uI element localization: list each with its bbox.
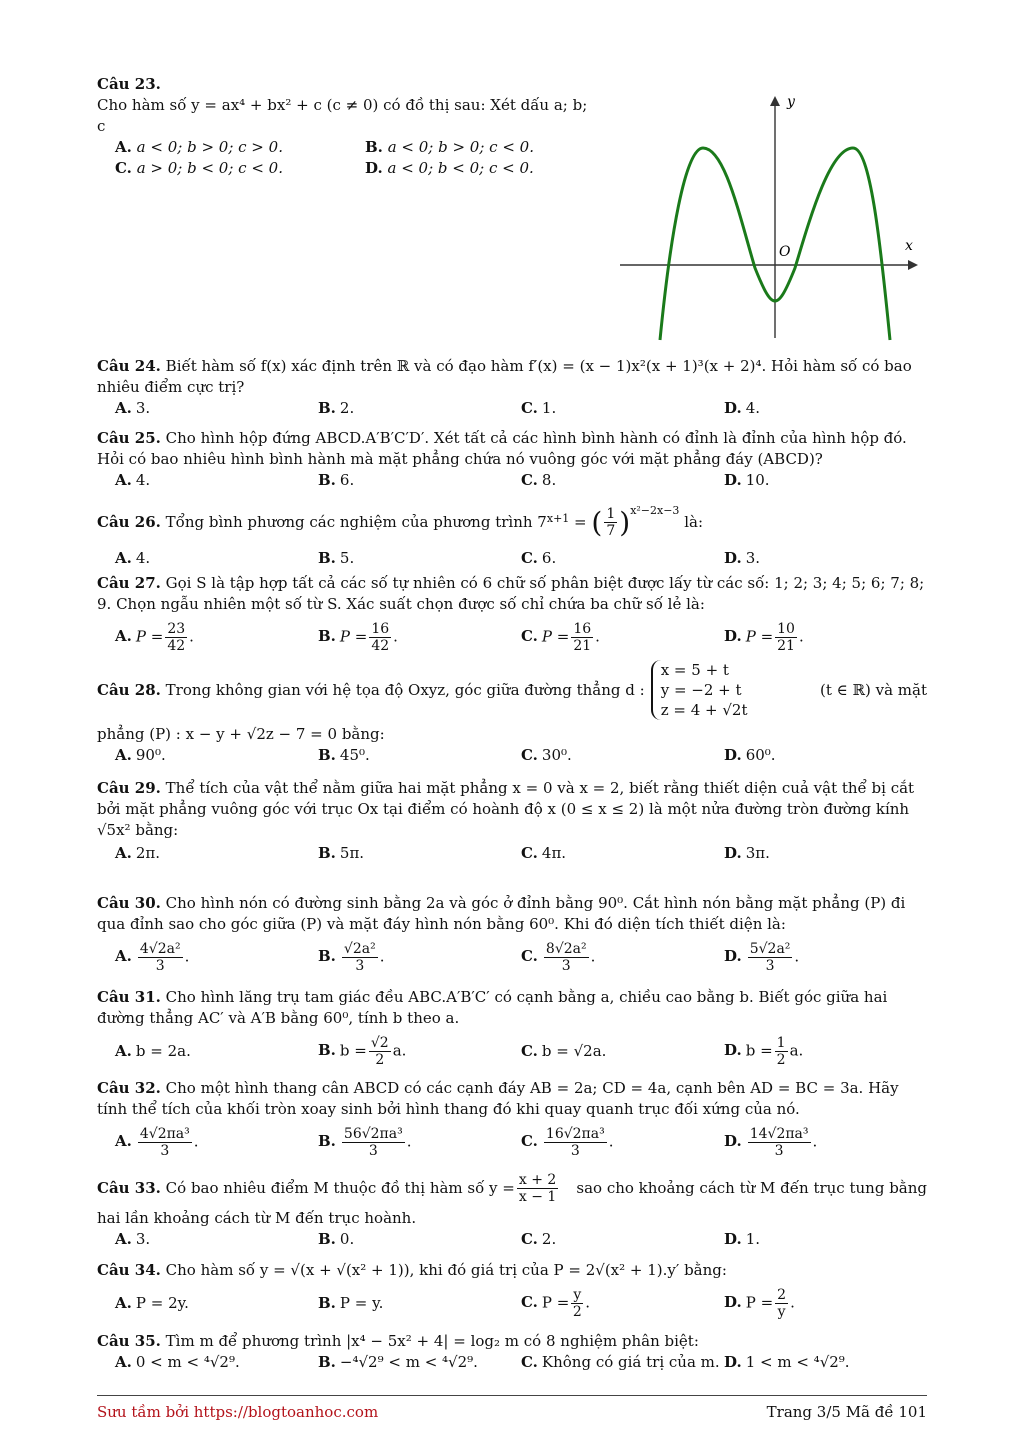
option-d-denominator: 3 [774,1142,784,1159]
option-c-label: C. [521,947,538,965]
question-stem-mid: (t ∈ ℝ) và mặt [820,680,927,699]
option-b-numerator: √2a² [343,940,376,957]
question-23 [97,74,597,179]
option-b-label: B. [365,138,383,156]
option-b-suffix: a. [392,1041,407,1059]
equation-system [651,660,748,720]
option-c-label: C. [521,1353,538,1371]
question-26: Câu 26. Tổng bình phương các nghiệm của phương trình 7 $^{x+1}$ = ( $\frac{1}{7}$ ) $^{x^2-2x-3}$ là: A. 4. B. 5. C. 6. D. 3. [97,500,927,569]
option-d: 1. [745,1230,761,1248]
option-b: 5. [339,549,355,567]
option-c-denominator: 21 [573,637,592,654]
question-stem-post: phẳng (P) : x − y + √2z − 7 = 0 bằng: [97,725,385,743]
question-27: Câu 27. Gọi S là tập hợp tất cả các số tự nhiên có 6 chữ số phân biệt được lấy từ các số: 1; 2; 3; 4; 5; 6; 7; 8; 9. Chọn ngẫu nhiên một số từ S. Xác suất chọn được số chỉ chứa ba chữ số lẻ là: A. P = $\frac{23}{42}$ . B. P = $\frac{16}{42}$ . C. P = $\frac{16}{21}$ . D. P = $\frac{10}{21}$ . [97,574,925,654]
option-b-prefix: P = [339,627,368,645]
option-c-label: C. [521,1293,538,1311]
option-c-label: C. [521,844,538,862]
option-b-label: B. [318,1353,336,1371]
option-c-denominator: 3 [561,957,571,974]
origin-label: O [779,244,791,260]
option-d-label: D. [724,947,742,965]
option-b-label: B. [318,947,336,965]
question-stem: Cho hàm số y = √(x + √(x² + 1)), khi đó giá trị của P = 2√(x² + 1).y′ bằng: [165,1261,727,1279]
option-a-numerator: 4√2πa³ [139,1125,190,1142]
option-a-label: A. [115,138,132,156]
option-b: P = y. [339,1293,384,1312]
question-stem: Tìm m để phương trình |x⁴ − 5x² + 4| = log₂ m có 8 nghiệm phân biệt: [165,1332,699,1350]
option-d-prefix: P = [745,627,774,645]
option-b: a < 0; b > 0; c < 0. [387,138,534,156]
option-c: 30⁰. [541,746,572,764]
option-c: 1. [541,399,557,417]
option-a: a < 0; b > 0; c > 0. [136,138,283,156]
equation-x: x = 5 + t [660,661,729,679]
option-c-numerator: y [573,1286,582,1303]
question-stem: Thể tích của vật thể nằm giữa hai mặt phẳng x = 0 và x = 2, biết rằng thiết diện cuả vật thể bị cắt bởi mặt phẳng vuông góc với trục Ox tại điểm có hoành độ x (0 ≤ x ≤ 2) là một nửa đường tròn đường kính √5x² bằng: [97,779,915,839]
option-a-label: A. [115,1353,132,1371]
option-c-numerator: 8√2a² [545,940,587,957]
option-b: 45⁰. [339,746,370,764]
option-c-denominator: 3 [570,1142,580,1159]
option-c: a > 0; b < 0; c < 0. [136,159,283,177]
option-a-label: A. [115,627,132,645]
option-a: 3. [135,399,151,417]
option-c-label: C. [521,746,538,764]
question-25 [97,428,927,491]
fraction-numerator: 1 [606,505,616,522]
question-stem: Cho hình lăng trụ tam giác đều ABC.A′B′C′ có cạnh bằng a, chiều cao bằng b. Biết góc giữa hai đường thẳng AC′ và A′B bằng 60⁰, tính b theo a. [97,988,888,1027]
option-d: a < 0; b < 0; c < 0. [387,159,534,177]
option-d-label: D. [724,399,742,417]
page-footer [97,1395,927,1423]
option-c-label: C. [115,159,132,177]
option-b-label: B. [318,1132,336,1150]
option-d-denominator: 3 [765,957,775,974]
option-b-label: B. [318,1041,336,1059]
option-b-label: B. [318,844,336,862]
option-a-denominator: 3 [155,957,165,974]
option-d-numerator: 10 [777,620,795,637]
option-b-label: B. [318,746,336,764]
option-a-label: A. [115,1041,132,1060]
question-number: Câu 31. [97,988,161,1006]
question-stem-pre: Trong không gian với hệ tọa độ Oxyz, góc giữa đường thẳng d : [165,680,645,699]
question-stem: Cho hàm số y = ax⁴ + bx² + c (c ≠ 0) có đồ thị sau: Xét dấu a; b; c [97,96,588,135]
fraction-denominator: 7 [606,522,616,539]
option-c-prefix: P = [541,627,570,645]
question-stem-pre: Tổng bình phương các nghiệm của phương trình 7 [165,512,547,531]
option-d: 1 < m < ⁴√2⁹. [745,1353,850,1371]
question-28 [97,660,927,766]
fraction-numerator: x + 2 [518,1171,557,1188]
option-a: 0 < m < ⁴√2⁹. [135,1353,240,1371]
option-a: P = 2y. [135,1293,189,1312]
question-number: Câu 35. [97,1332,161,1350]
option-d-prefix: P = [745,1293,774,1311]
question-stem: Cho một hình thang cân ABCD có các cạnh đáy AB = 2a; CD = 4a, cạnh bên AD = BC = 3a. Hãy tính thể tích của khối tròn xoay sinh bởi hình thang đó khi quay quanh trục đối xứng của nó. [97,1079,899,1118]
option-a-label: A. [115,947,132,965]
option-a: 90⁰. [135,746,166,764]
option-d: 10. [745,471,770,489]
option-b-numerator: √2 [370,1034,389,1051]
option-b-denominator: 2 [375,1051,385,1068]
question-number: Câu 25. [97,429,161,447]
equals-sign: = [569,512,592,531]
option-a: 2π. [135,844,161,862]
option-b: 6. [339,471,355,489]
option-d-label: D. [365,159,383,177]
option-b: −⁴√2⁹ < m < ⁴√2⁹. [339,1353,478,1371]
y-axis-label: y [787,94,795,110]
question-number: Câu 27. [97,574,161,592]
option-d-label: D. [724,1230,742,1248]
question-number: Câu 24. [97,357,161,375]
option-b: 2. [339,399,355,417]
question-32: Câu 32. Cho một hình thang cân ABCD có các cạnh đáy AB = 2a; CD = 4a, cạnh bên AD = BC = 3a. Hãy tính thể tích của khối tròn xoay sinh bởi hình thang đó khi quay quanh trục đối xứng của nó. A. $\frac{\text{4√2πa³}}{3}$ . B. $\frac{\text{56√2πa³}}{3}$ . C. $\frac{\text{16√2πa³}}{3}$ . D. $\frac{\text{14√2πa³}}{3}$ . [97,1079,899,1159]
option-c: 8. [541,471,557,489]
fraction-denominator: x − 1 [518,1188,557,1205]
option-d-numerator: 14√2πa³ [749,1125,809,1142]
option-c-numerator: 16 [573,620,592,637]
question-29 [97,778,927,864]
option-c: Không có giá trị của m. [541,1353,720,1371]
option-a-denominator: 3 [160,1142,170,1159]
equation-y: y = −2 + t [660,681,742,699]
option-c-denominator: 2 [572,1303,582,1320]
option-d-numerator: 5√2a² [749,940,791,957]
option-a: 4. [135,549,151,567]
question-number: Câu 30. [97,894,161,912]
question-35 [97,1331,927,1373]
question-33 [97,1168,927,1250]
option-a-label: A. [115,399,132,417]
y-axis-arrow [770,96,780,106]
option-c-label: C. [521,1132,538,1150]
option-c-label: C. [521,1041,538,1060]
option-d: 4. [745,399,761,417]
x-axis-label: x [905,238,913,254]
option-b-label: B. [318,399,336,417]
question-number: Câu 23. [97,75,161,93]
option-d-label: D. [724,1293,742,1311]
option-b-label: B. [318,549,336,567]
option-a-label: A. [115,1293,132,1312]
option-d-label: D. [724,549,742,567]
option-d-suffix: a. [789,1041,804,1059]
option-d-label: D. [724,1041,742,1059]
question-stem: Gọi S là tập hợp tất cả các số tự nhiên có 6 chữ số phân biệt được lấy từ các số: 1; 2; 3; 4; 5; 6; 7; 8; 9. Chọn ngẫu nhiên một số từ S. Xác suất chọn được số chỉ chứa ba chữ số lẻ là: [97,574,925,613]
question-number: Câu 33. [97,1178,161,1197]
option-b-denominator: 3 [355,957,365,974]
option-b-denominator: 42 [371,637,390,654]
quartic-graph [615,88,925,343]
source-link[interactable]: Sưu tầm bởi https://blogtoanhoc.com [97,1403,379,1421]
option-b-label: B. [318,627,336,645]
option-d-prefix: b = [745,1041,773,1059]
option-d: 3π. [745,844,770,862]
option-b: 5π. [339,844,365,862]
option-c-prefix: P = [541,1293,570,1311]
option-a: 3. [135,1230,151,1248]
option-b-label: B. [318,1230,336,1248]
option-d-label: D. [724,1132,742,1150]
option-d-label: D. [724,746,742,764]
option-b-prefix: b = [339,1041,367,1059]
page-number: Trang 3/5 Mã đề 101 [766,1403,927,1421]
option-c-label: C. [521,549,538,567]
option-d: 60⁰. [745,746,776,764]
option-b-numerator: 56√2πa³ [343,1125,403,1142]
question-30: Câu 30. Cho hình nón có đường sinh bằng 2a và góc ở đỉnh bằng 90⁰. Cắt hình nón bằng mặt phẳng (P) đi qua đỉnh sao cho góc giữa (P) và mặt đáy hình nón bằng 60⁰. Khi đó diện tích thiết diện là: A. $\frac{\text{4√2a²}}{3}$ . B. $\frac{\text{√2a²}}{3}$ . C. $\frac{\text{8√2a²}}{3}$ . D. $\frac{\text{5√2a²}}{3}$ . [97,894,906,974]
question-24 [97,356,927,419]
option-d: 3. [745,549,761,567]
question-31 [97,987,927,1073]
option-c: 4π. [541,844,567,862]
equation-z: z = 4 + √2t [660,701,748,719]
option-a: b = 2a. [135,1041,191,1060]
option-b-numerator: 16 [371,620,390,637]
question-34: Câu 34. Cho hàm số y = √(x + √(x² + 1)), khi đó giá trị của P = 2√(x² + 1).y′ bằng: A. P = 2y. B. P = y. C. P = $\frac{y}{2}$ . D. P = $\frac{2}{y}$ . [97,1261,795,1320]
option-b-denominator: 3 [368,1142,378,1159]
option-b-label: B. [318,1293,336,1312]
option-d-denominator: 21 [777,637,795,654]
question-stem-mid: sao cho khoảng cách từ M đến trục tung bằng [576,1178,927,1197]
option-b-label: B. [318,471,336,489]
question-stem: Cho hình nón có đường sinh bằng 2a và góc ở đỉnh bằng 90⁰. Cắt hình nón bằng mặt phẳng (P) đi qua đỉnh sao cho góc giữa (P) và mặt đáy hình nón bằng 60⁰. Khi đó diện tích thiết diện là: [97,894,906,933]
question-stem: Biết hàm số f(x) xác định trên ℝ và có đạo hàm f′(x) = (x − 1)x²(x + 1)³(x + 2)⁴. Hỏi hàm số có bao nhiêu điểm cực trị? [97,357,912,396]
option-a-label: A. [115,844,132,862]
question-stem-pre: Có bao nhiêu điểm M thuộc đồ thị hàm số y = [165,1178,515,1197]
question-stem-post: là: [679,512,703,531]
question-number: Câu 34. [97,1261,161,1279]
exponent-1: x+1 [546,512,570,525]
exponent-2: x²−2x−3 [630,504,680,517]
question-number: Câu 28. [97,680,161,699]
option-b: 0. [339,1230,355,1248]
option-c-numerator: 16√2πa³ [545,1125,605,1142]
option-a-denominator: 42 [167,637,186,654]
option-d-denominator: 2 [776,1051,786,1068]
option-d-label: D. [724,844,742,862]
option-d-numerator: 2 [777,1286,787,1303]
option-a-label: A. [115,1132,132,1150]
option-a-numerator: 23 [167,620,186,637]
option-c-label: C. [521,471,538,489]
option-a-numerator: 4√2a² [139,940,181,957]
option-d-label: D. [724,471,742,489]
option-c-label: C. [521,399,538,417]
option-d-label: D. [724,627,742,645]
option-a-prefix: P = [135,627,164,645]
option-c: b = √2a. [541,1041,607,1060]
option-a-label: A. [115,1230,132,1248]
option-c: 2. [541,1230,557,1248]
question-stem-post: hai lần khoảng cách từ M đến trục hoành. [97,1209,417,1227]
x-axis-arrow [908,260,918,270]
option-c: 6. [541,549,557,567]
option-c-label: C. [521,1230,538,1248]
question-number: Câu 32. [97,1079,161,1097]
option-a: 4. [135,471,151,489]
question-number: Câu 26. [97,512,161,531]
question-stem: Cho hình hộp đứng ABCD.A′B′C′D′. Xét tất cả các hình bình hành có đỉnh là đỉnh của hình hộp đó. Hỏi có bao nhiêu hình bình hành mà mặt phẳng chứa nó vuông góc với mặt phẳng đáy (ABCD)? [97,429,907,468]
option-a-label: A. [115,549,132,567]
option-c-label: C. [521,627,538,645]
option-a-label: A. [115,471,132,489]
option-d-label: D. [724,1353,742,1371]
option-d-denominator: y [777,1303,786,1320]
option-d-numerator: 1 [776,1034,786,1051]
question-number: Câu 29. [97,779,161,797]
option-a-label: A. [115,746,132,764]
